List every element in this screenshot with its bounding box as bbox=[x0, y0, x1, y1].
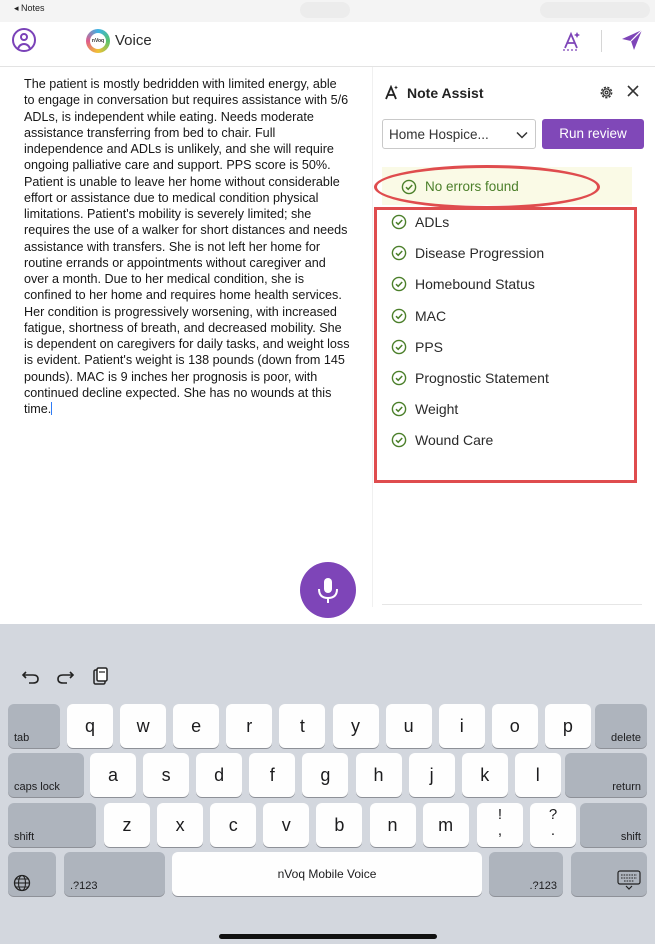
note-body-text: The patient is mostly bedridden with limited energy, able to engage in conversation but requires assistance with 5/6 ADLs, is independent while eating. Needs moderate assistance transferring from bed to chair. Full independence and ADLs is unlikely, and she will require ongoing palliative care and support. PPS score is 50%. Patient is unable to leave her home without considerable effort or assistance due to medical condition physical limitations. Patient's mobility is severely limited; she requires the use of a walker for short distances and needs assistance with transfers. She is not left her home for routine errands or appointments without caregiver and over a month. Due to her medical condition, she is confined to her home and requires home health services. Her condition is progressively worsening, with increased fatigue, shortness of breath, and decreased mobility. She is dependent on caregivers for daily tasks, and weight loss is evident. Patient's weight is 138 pounds (down from 145 pounds). MAC is 9 inches her prognosis is poor, with continued decline expected. She has no wounds at this time. bbox=[24, 77, 350, 416]
redo-icon[interactable] bbox=[54, 665, 76, 687]
return-key[interactable]: return bbox=[565, 753, 647, 797]
shift-left-key[interactable]: shift bbox=[8, 803, 96, 847]
status-indicator bbox=[300, 2, 350, 18]
key-u[interactable]: u bbox=[386, 704, 432, 748]
note-editor[interactable] bbox=[24, 76, 350, 417]
key-a[interactable]: a bbox=[90, 753, 136, 797]
key-q[interactable]: q bbox=[67, 704, 113, 748]
note-assist-icon[interactable] bbox=[560, 30, 582, 52]
key-h[interactable]: h bbox=[356, 753, 402, 797]
checklist-item-label: Prognostic Statement bbox=[415, 370, 549, 386]
gear-icon[interactable] bbox=[598, 84, 615, 101]
key-z[interactable]: z bbox=[104, 803, 150, 847]
chevron-down-icon bbox=[515, 128, 529, 142]
key-n[interactable]: n bbox=[370, 803, 416, 847]
key-j[interactable]: j bbox=[409, 753, 455, 797]
status-indicators-right bbox=[540, 2, 650, 18]
key-i[interactable]: i bbox=[439, 704, 485, 748]
shift-right-key[interactable]: shift bbox=[580, 803, 647, 847]
checklist-item-label: MAC bbox=[415, 307, 447, 324]
highlight-ellipse-annotation bbox=[374, 165, 600, 209]
checklist-item-label: ADLs bbox=[415, 214, 450, 230]
key-b[interactable]: b bbox=[316, 803, 362, 847]
key-v[interactable]: v bbox=[263, 803, 309, 847]
key-f[interactable]: f bbox=[249, 753, 295, 797]
key-p[interactable]: p bbox=[545, 704, 591, 748]
template-select[interactable] bbox=[382, 119, 536, 149]
numbers-left-key[interactable]: .?123 bbox=[64, 852, 165, 896]
checklist-item-label: PPS bbox=[415, 338, 444, 355]
question-period-key[interactable]: ? . bbox=[530, 803, 576, 847]
microphone-icon bbox=[300, 562, 356, 618]
checklist-item-label: Weight bbox=[415, 401, 459, 418]
highlight-box-annotation bbox=[374, 207, 637, 483]
profile-icon[interactable] bbox=[12, 28, 36, 52]
top-bar bbox=[0, 22, 655, 62]
back-to-notes-link[interactable]: ◂ Notes bbox=[14, 3, 45, 13]
key-t[interactable]: t bbox=[279, 704, 325, 748]
keyboard-dismiss-icon bbox=[617, 870, 641, 890]
globe-key[interactable] bbox=[8, 852, 56, 896]
note-assist-title: Note Assist bbox=[407, 85, 484, 101]
close-icon[interactable] bbox=[626, 84, 640, 98]
key-m[interactable]: m bbox=[423, 803, 469, 847]
key-d[interactable]: d bbox=[196, 753, 242, 797]
globe-icon bbox=[13, 874, 31, 892]
panel-divider bbox=[372, 67, 373, 607]
paste-icon[interactable] bbox=[89, 665, 111, 687]
key-e[interactable]: e bbox=[173, 704, 219, 748]
caps-lock-key[interactable]: caps lock bbox=[8, 753, 84, 797]
text-cursor bbox=[51, 402, 52, 415]
send-icon[interactable] bbox=[620, 28, 644, 52]
exclamation-comma-key[interactable]: ! , bbox=[477, 803, 523, 847]
key-y[interactable]: y bbox=[333, 704, 379, 748]
key-g[interactable]: g bbox=[302, 753, 348, 797]
run-review-button[interactable]: Run review bbox=[542, 119, 644, 149]
delete-key[interactable]: delete bbox=[595, 704, 647, 748]
key-o[interactable]: o bbox=[492, 704, 538, 748]
microphone-button[interactable] bbox=[300, 562, 356, 618]
key-x[interactable]: x bbox=[157, 803, 203, 847]
status-bar bbox=[0, 0, 655, 22]
key-s[interactable]: s bbox=[143, 753, 189, 797]
toolbar-divider bbox=[601, 30, 602, 52]
app-title: Voice bbox=[115, 32, 152, 49]
tab-key[interactable]: tab bbox=[8, 704, 60, 748]
undo-icon[interactable] bbox=[20, 665, 42, 687]
numbers-right-key[interactable]: .?123 bbox=[489, 852, 563, 896]
dismiss-keyboard-key[interactable] bbox=[571, 852, 647, 896]
on-screen-keyboard bbox=[0, 624, 655, 944]
key-r[interactable]: r bbox=[226, 704, 272, 748]
key-w[interactable]: w bbox=[120, 704, 166, 748]
note-assist-panel bbox=[372, 67, 655, 607]
home-indicator bbox=[219, 934, 437, 939]
nvoq-logo: nVoq bbox=[86, 29, 110, 53]
panel-bottom-divider bbox=[382, 604, 642, 605]
no-errors-text: No errors found bbox=[425, 179, 519, 194]
key-l[interactable]: l bbox=[515, 753, 561, 797]
space-bar[interactable]: nVoq Mobile Voice bbox=[172, 852, 482, 896]
template-select-value: Home Hospice... bbox=[389, 127, 489, 142]
key-k[interactable]: k bbox=[462, 753, 508, 797]
checklist-item-label: Homebound Status bbox=[415, 276, 535, 293]
key-c[interactable]: c bbox=[210, 803, 256, 847]
note-assist-logo-icon bbox=[383, 85, 399, 101]
checklist-item-label: Wound Care bbox=[415, 432, 494, 449]
checklist-item-label: Disease Progression bbox=[415, 245, 545, 262]
